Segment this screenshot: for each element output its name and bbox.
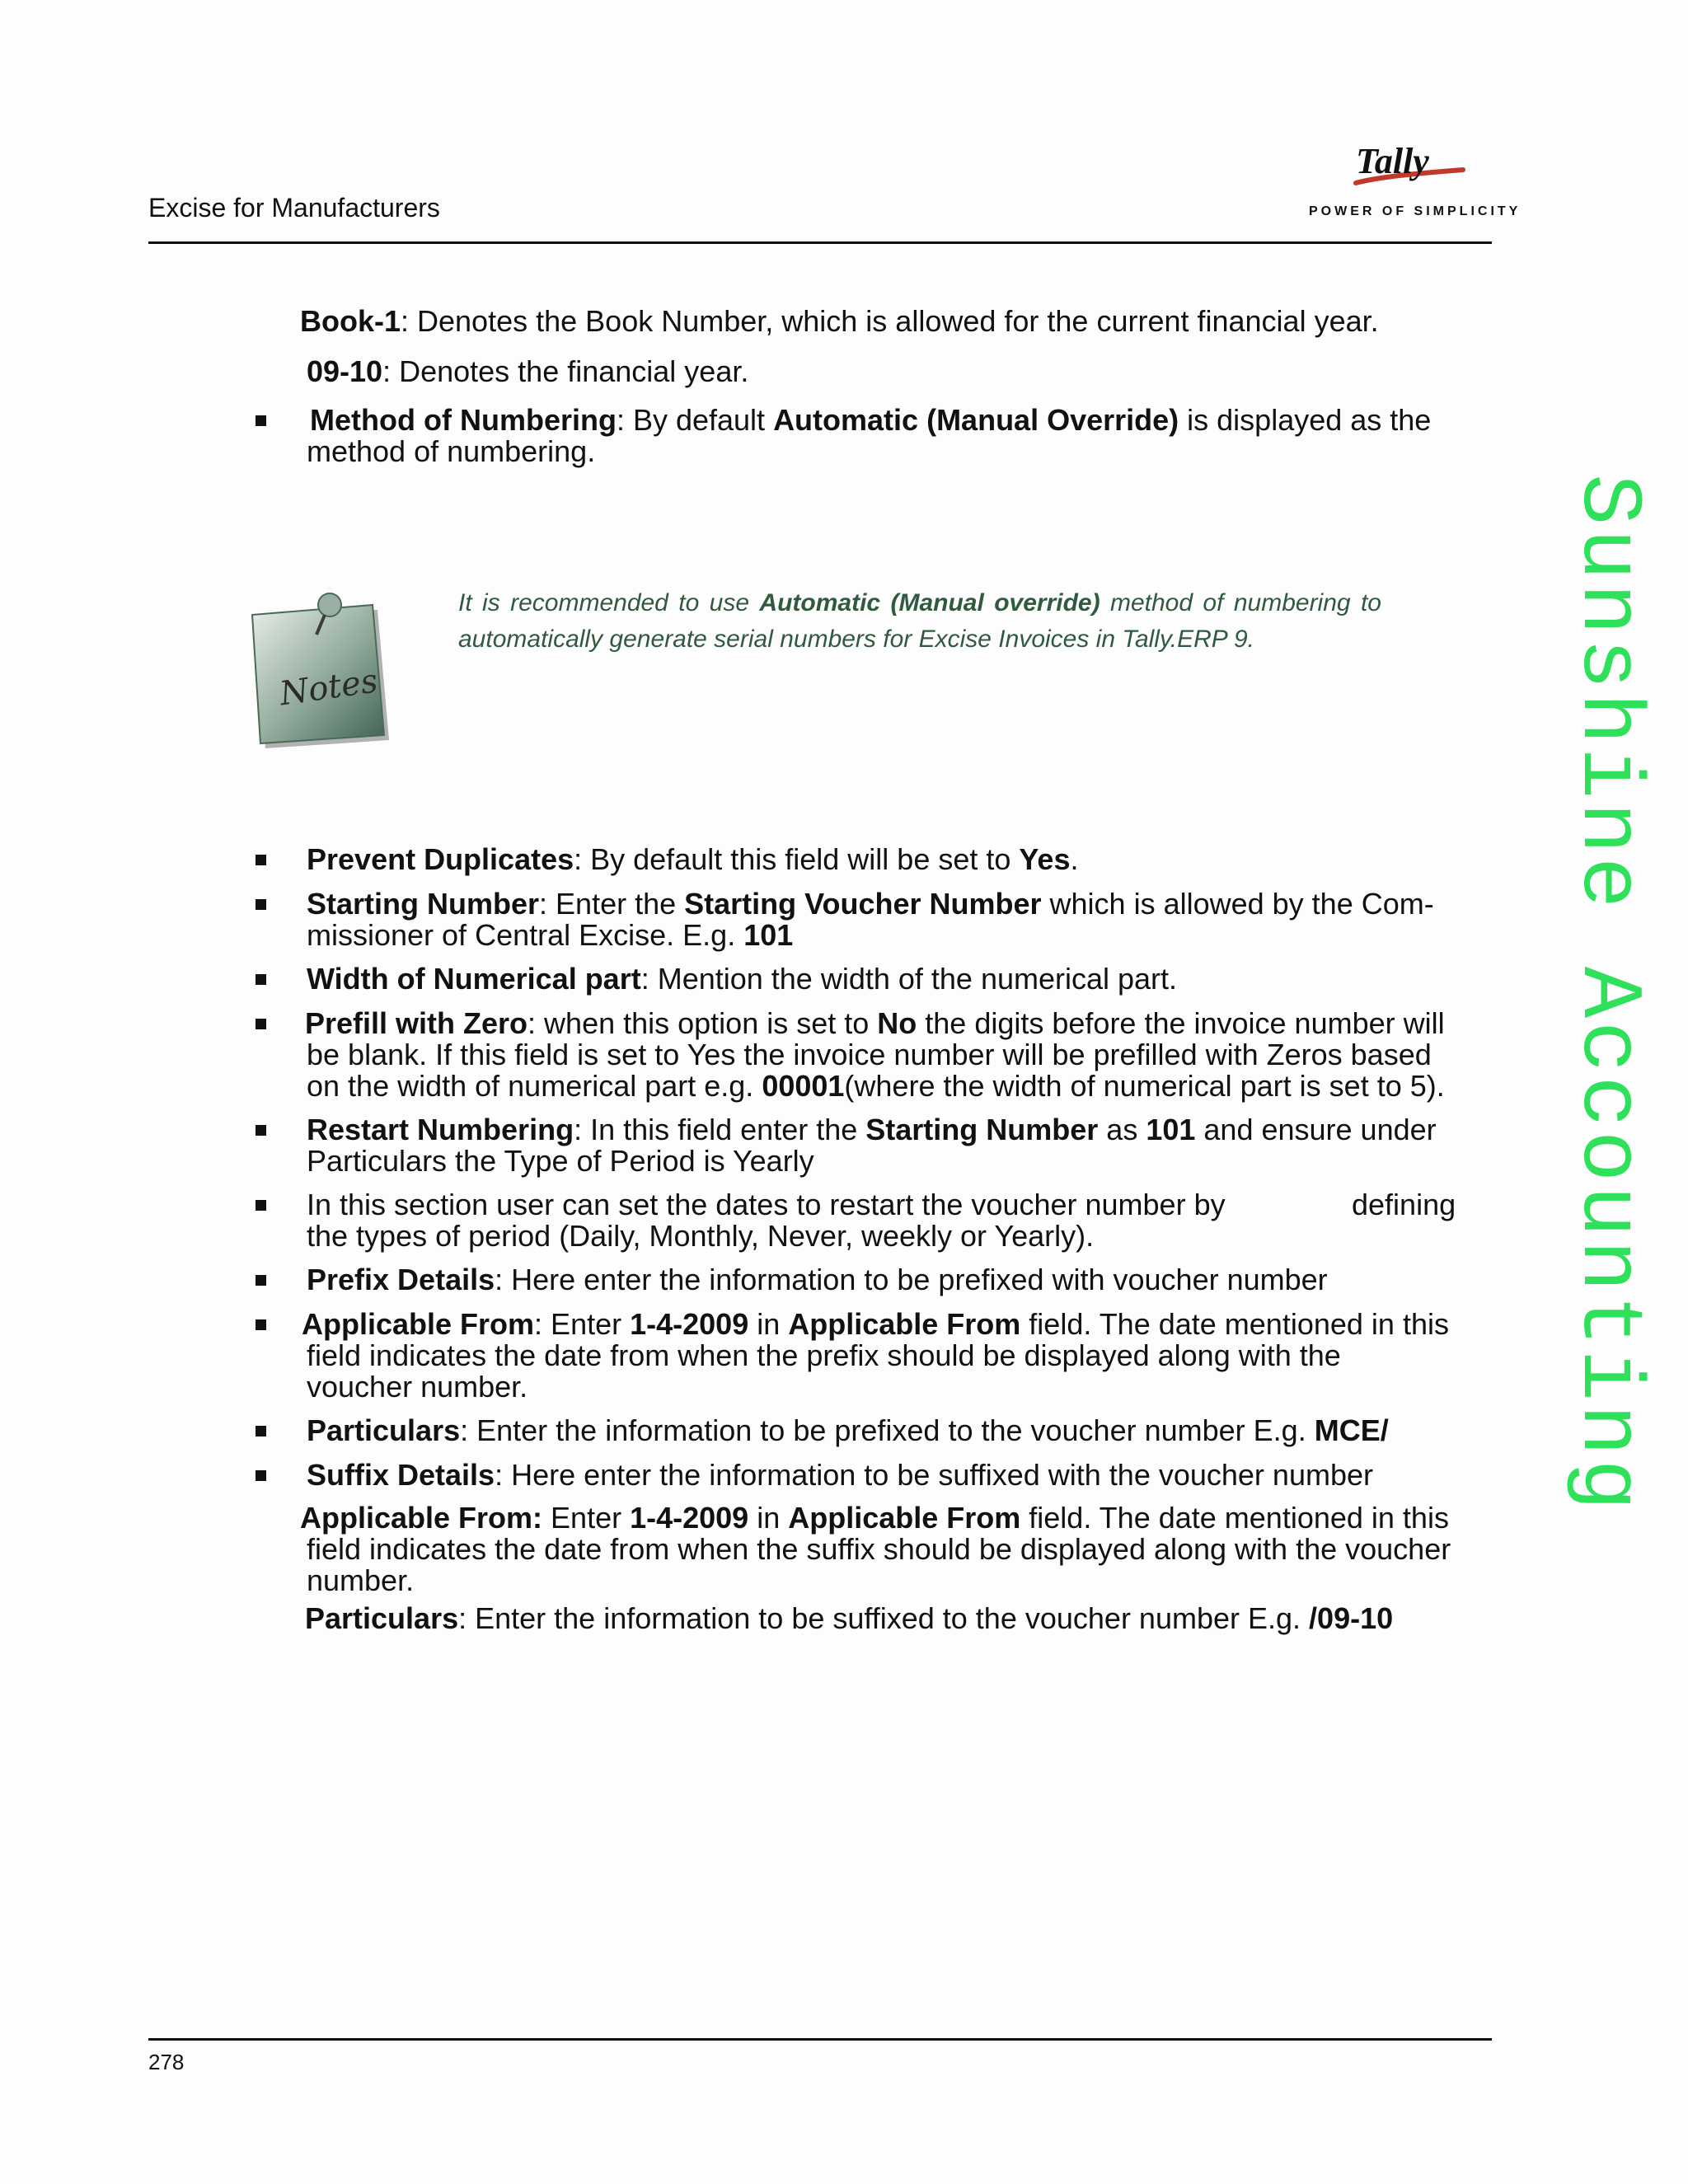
spart-label: Particulars: [305, 1601, 459, 1635]
book-line: [300, 306, 1379, 337]
book-text: : Denotes the Book Number, which is allowed for the current financial year.: [401, 304, 1379, 338]
method-line1: [310, 405, 1431, 436]
method-line2: method of numbering.: [307, 434, 596, 468]
appfrom-line3: voucher number.: [307, 1370, 528, 1404]
prevent-text: : By default this field will be set to: [574, 842, 1020, 876]
prefill-example: 00001: [762, 1069, 845, 1103]
restart-line2: Particulars the Type of Period is Yearly: [307, 1144, 814, 1178]
notes-icon: [247, 587, 396, 752]
suffix-label: Suffix Details: [307, 1458, 495, 1492]
starting-bold: Starting Voucher Number: [684, 887, 1042, 921]
prefix-line: [307, 1264, 1328, 1296]
book-label: Book-1: [300, 304, 401, 338]
sappfrom-text3: field. The date mentioned in this: [1020, 1501, 1449, 1535]
bullet: [256, 1200, 266, 1211]
appfrom-line2: field indicates the date from when the prefix should be displayed along with the: [307, 1338, 1341, 1372]
section-line2: the types of period (Daily, Monthly, Never, weekly or Yearly).: [307, 1219, 1095, 1253]
note-text2: method of numbering to automatically generate serial numbers for Excise Invoices in Tally.ERP 9.: [458, 589, 1381, 653]
bullet: [256, 1319, 266, 1330]
bullet: [256, 1275, 266, 1286]
method-text1: : By default: [616, 403, 774, 437]
tally-logo: [1302, 140, 1522, 227]
note-bold: Automatic (Manual override): [759, 589, 1100, 616]
starting-line1: [307, 888, 1434, 920]
starting-line2-text: missioner of Central Excise. E.g.: [307, 918, 744, 952]
appfrom-bold: Applicable From: [788, 1307, 1021, 1341]
appfrom-text3: field. The date mentioned in this: [1020, 1307, 1449, 1341]
bullet: [256, 1426, 266, 1436]
starting-text1: : Enter the: [539, 887, 685, 921]
part-text: : Enter the information to be prefixed to the voucher number E.g.: [460, 1413, 1315, 1447]
prefill-no: No: [877, 1006, 917, 1040]
prevent-end: .: [1070, 842, 1079, 876]
sappfrom-bold: Applicable From: [788, 1501, 1021, 1535]
spart-line: [305, 1603, 1393, 1634]
prefill-line3: [307, 1071, 1445, 1102]
section-line1a: In this section user can set the dates to restart the voucher number by: [307, 1188, 1226, 1221]
prefill-line3a: on the width of numerical part e.g.: [307, 1069, 762, 1103]
prevent-line: [307, 844, 1078, 875]
appfrom-date: 1-4-2009: [630, 1307, 749, 1341]
svg-text:Notes: Notes: [277, 662, 381, 714]
restart-text3: and ensure under: [1195, 1113, 1437, 1146]
restart-bold: Starting Number: [865, 1113, 1099, 1146]
prefill-line1: [305, 1008, 1445, 1039]
prefill-line3b: (where the width of numerical part is set to 5).: [844, 1069, 1445, 1103]
starting-text2: which is allowed by the Com-: [1041, 887, 1434, 921]
method-text2: is displayed as the: [1179, 403, 1432, 437]
section-line1b: defining: [1352, 1188, 1456, 1221]
header-rule: [148, 241, 1492, 244]
logo-tagline: POWER OF SIMPLICITY: [1309, 204, 1522, 218]
bullet: [256, 855, 266, 865]
width-text: : Mention the width of the numerical part.: [640, 962, 1178, 996]
part-label: Particulars: [307, 1413, 461, 1447]
bullet: [256, 1125, 266, 1136]
method-bold: Automatic (Manual Override): [773, 403, 1179, 437]
page-number: 278: [148, 2050, 185, 2074]
appfrom-text2: in: [748, 1307, 789, 1341]
footer-rule: [148, 2038, 1492, 2041]
starting-value: 101: [743, 918, 794, 952]
sappfrom-text1: Enter: [542, 1501, 631, 1535]
bullet: [256, 899, 266, 910]
starting-label: Starting Number: [307, 887, 540, 921]
width-label: Width of Numerical part: [307, 962, 641, 996]
spart-value: /09-10: [1309, 1601, 1394, 1635]
sappfrom-label: Applicable From:: [300, 1501, 543, 1535]
year-text: : Denotes the financial year.: [382, 354, 749, 388]
prevent-label: Prevent Duplicates: [307, 842, 574, 876]
note-text: [458, 585, 1381, 658]
method-label: Method of Numbering: [310, 403, 617, 437]
year-label: 09-10: [307, 354, 383, 388]
tally-logo-icon: [1348, 140, 1471, 190]
bullet: [256, 1019, 266, 1029]
part-line: [307, 1415, 1389, 1446]
appfrom-line1: [302, 1309, 1449, 1340]
prevent-value: Yes: [1019, 842, 1071, 876]
bullet: [256, 974, 266, 985]
suffix-line: [307, 1460, 1373, 1491]
appfrom-text1: : Enter: [534, 1307, 631, 1341]
prefill-label: Prefill with Zero: [305, 1006, 528, 1040]
sappfrom-line2: field indicates the date from when the suffix should be displayed along with the voucher: [307, 1532, 1451, 1566]
year-line: [307, 356, 748, 387]
prefill-text2: the digits before the invoice number will: [917, 1006, 1445, 1040]
svg-text:Tally: Tally: [1356, 141, 1429, 181]
note-text1: It is recommended to use: [458, 589, 760, 616]
sappfrom-line3: number.: [307, 1563, 415, 1597]
sappfrom-text2: in: [748, 1501, 789, 1535]
restart-label: Restart Numbering: [307, 1113, 574, 1146]
prefix-label: Prefix Details: [307, 1263, 495, 1296]
part-value: MCE/: [1314, 1413, 1389, 1447]
sappfrom-date: 1-4-2009: [630, 1501, 749, 1535]
width-line: [307, 963, 1177, 995]
prefill-text1: : when this option is set to: [528, 1006, 878, 1040]
bullet: [256, 415, 266, 426]
prefix-text: : Here enter the information to be prefixed with voucher number: [495, 1263, 1328, 1296]
suffix-text: : Here enter the information to be suffixed with the voucher number: [495, 1458, 1373, 1492]
sappfrom-line1: [300, 1502, 1449, 1534]
restart-text1: : In this field enter the: [574, 1113, 866, 1146]
watermark: Sunshine Accounting: [1559, 474, 1656, 1514]
restart-value: 101: [1146, 1113, 1196, 1146]
appfrom-label: Applicable From: [302, 1307, 535, 1341]
page-header-title: Excise for Manufacturers: [148, 193, 440, 223]
starting-line2: [307, 920, 793, 951]
restart-text2: as: [1098, 1113, 1146, 1146]
bullet: [256, 1470, 266, 1481]
spart-text: : Enter the information to be suffixed to the voucher number E.g.: [458, 1601, 1310, 1635]
prefill-line2: be blank. If this field is set to Yes the invoice number will be prefilled with Zeros based: [307, 1038, 1432, 1071]
restart-line1: [307, 1114, 1437, 1146]
